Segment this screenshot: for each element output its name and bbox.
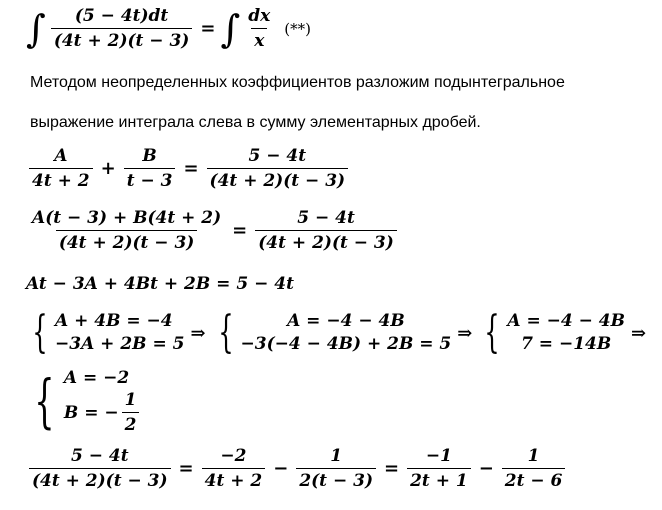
implies-arrow: ⇒ (630, 322, 647, 344)
fraction: $\frac{5 - 4t}{(4t + 2)(t - 3)}$ (255, 208, 397, 253)
minus-sign: − (478, 458, 494, 479)
fraction: $\frac{5 - 4t}{(4t + 2)(t - 3)}$ (29, 446, 171, 491)
brace: { (32, 307, 48, 358)
implies-arrow: ⇒ (190, 322, 206, 344)
integral-sign: ∫ (26, 6, 46, 51)
brace: { (34, 366, 55, 435)
solution-system: { A = −2 B = − $\frac{1}{2}$ (26, 366, 142, 435)
system-3: { A = −4 − 4B 7 = −14B (484, 307, 625, 358)
equals-sign: = (232, 220, 248, 241)
system-equations (26, 307, 652, 358)
text-line-2: выражение интеграла слева в сумму элементарных дробей. (30, 114, 481, 131)
text-line-1: Методом неопределенных коэффициентов разложим подынтегральное (30, 74, 565, 91)
fraction: $\frac{A(t - 3) + B(4t + 2)}{(4t + 2)(t - 3)}$ (32, 208, 222, 253)
decomposition-result (26, 446, 568, 491)
common-denominator-equation (26, 208, 400, 253)
brace: { (484, 307, 501, 358)
minus-sign: − (273, 458, 289, 479)
equals-sign: = (183, 158, 199, 179)
fraction: $\frac{A}{4t + 2}$ (29, 146, 93, 191)
integral-equation (26, 6, 311, 51)
partial-fractions-equation (26, 146, 351, 191)
fraction: $\frac{B}{t - 3}$ (124, 146, 176, 191)
system-1: { A + 4B = −4 −3A + 2B = 5 (32, 307, 185, 358)
plus-sign: + (100, 158, 116, 179)
expanded-equation: At − 3A + 4Bt + 2B = 5 − 4t (26, 274, 294, 294)
system-2: { A = −4 − 4B −3(−4 − 4B) + 2B = 5 (217, 307, 452, 358)
fraction: $\frac{-1}{2t + 1}$ (407, 446, 471, 491)
equals-sign: = (178, 458, 194, 479)
implies-arrow: ⇒ (457, 322, 473, 344)
equals-sign: = (384, 458, 400, 479)
fraction: $\frac{5 - 4t}{(4t + 2)(t - 3)}$ (207, 146, 349, 191)
fraction: $\frac{1}{2(t - 3)}$ (296, 446, 376, 491)
brace: { (217, 307, 234, 358)
fraction: $\frac{(5 - 4t)dt}{(4t + 2)(t - 3)}$ (51, 6, 193, 51)
equation-note: (**) (284, 19, 311, 38)
fraction: $\frac{1}{2}$ (122, 390, 140, 435)
fraction: $\frac{1}{2t - 6}$ (502, 446, 566, 491)
fraction: $\frac{dx}{x}$ (248, 6, 271, 51)
equals-sign: = (200, 18, 216, 39)
integral-sign: ∫ (220, 6, 241, 51)
fraction: $\frac{-2}{4t + 2}$ (202, 446, 266, 491)
